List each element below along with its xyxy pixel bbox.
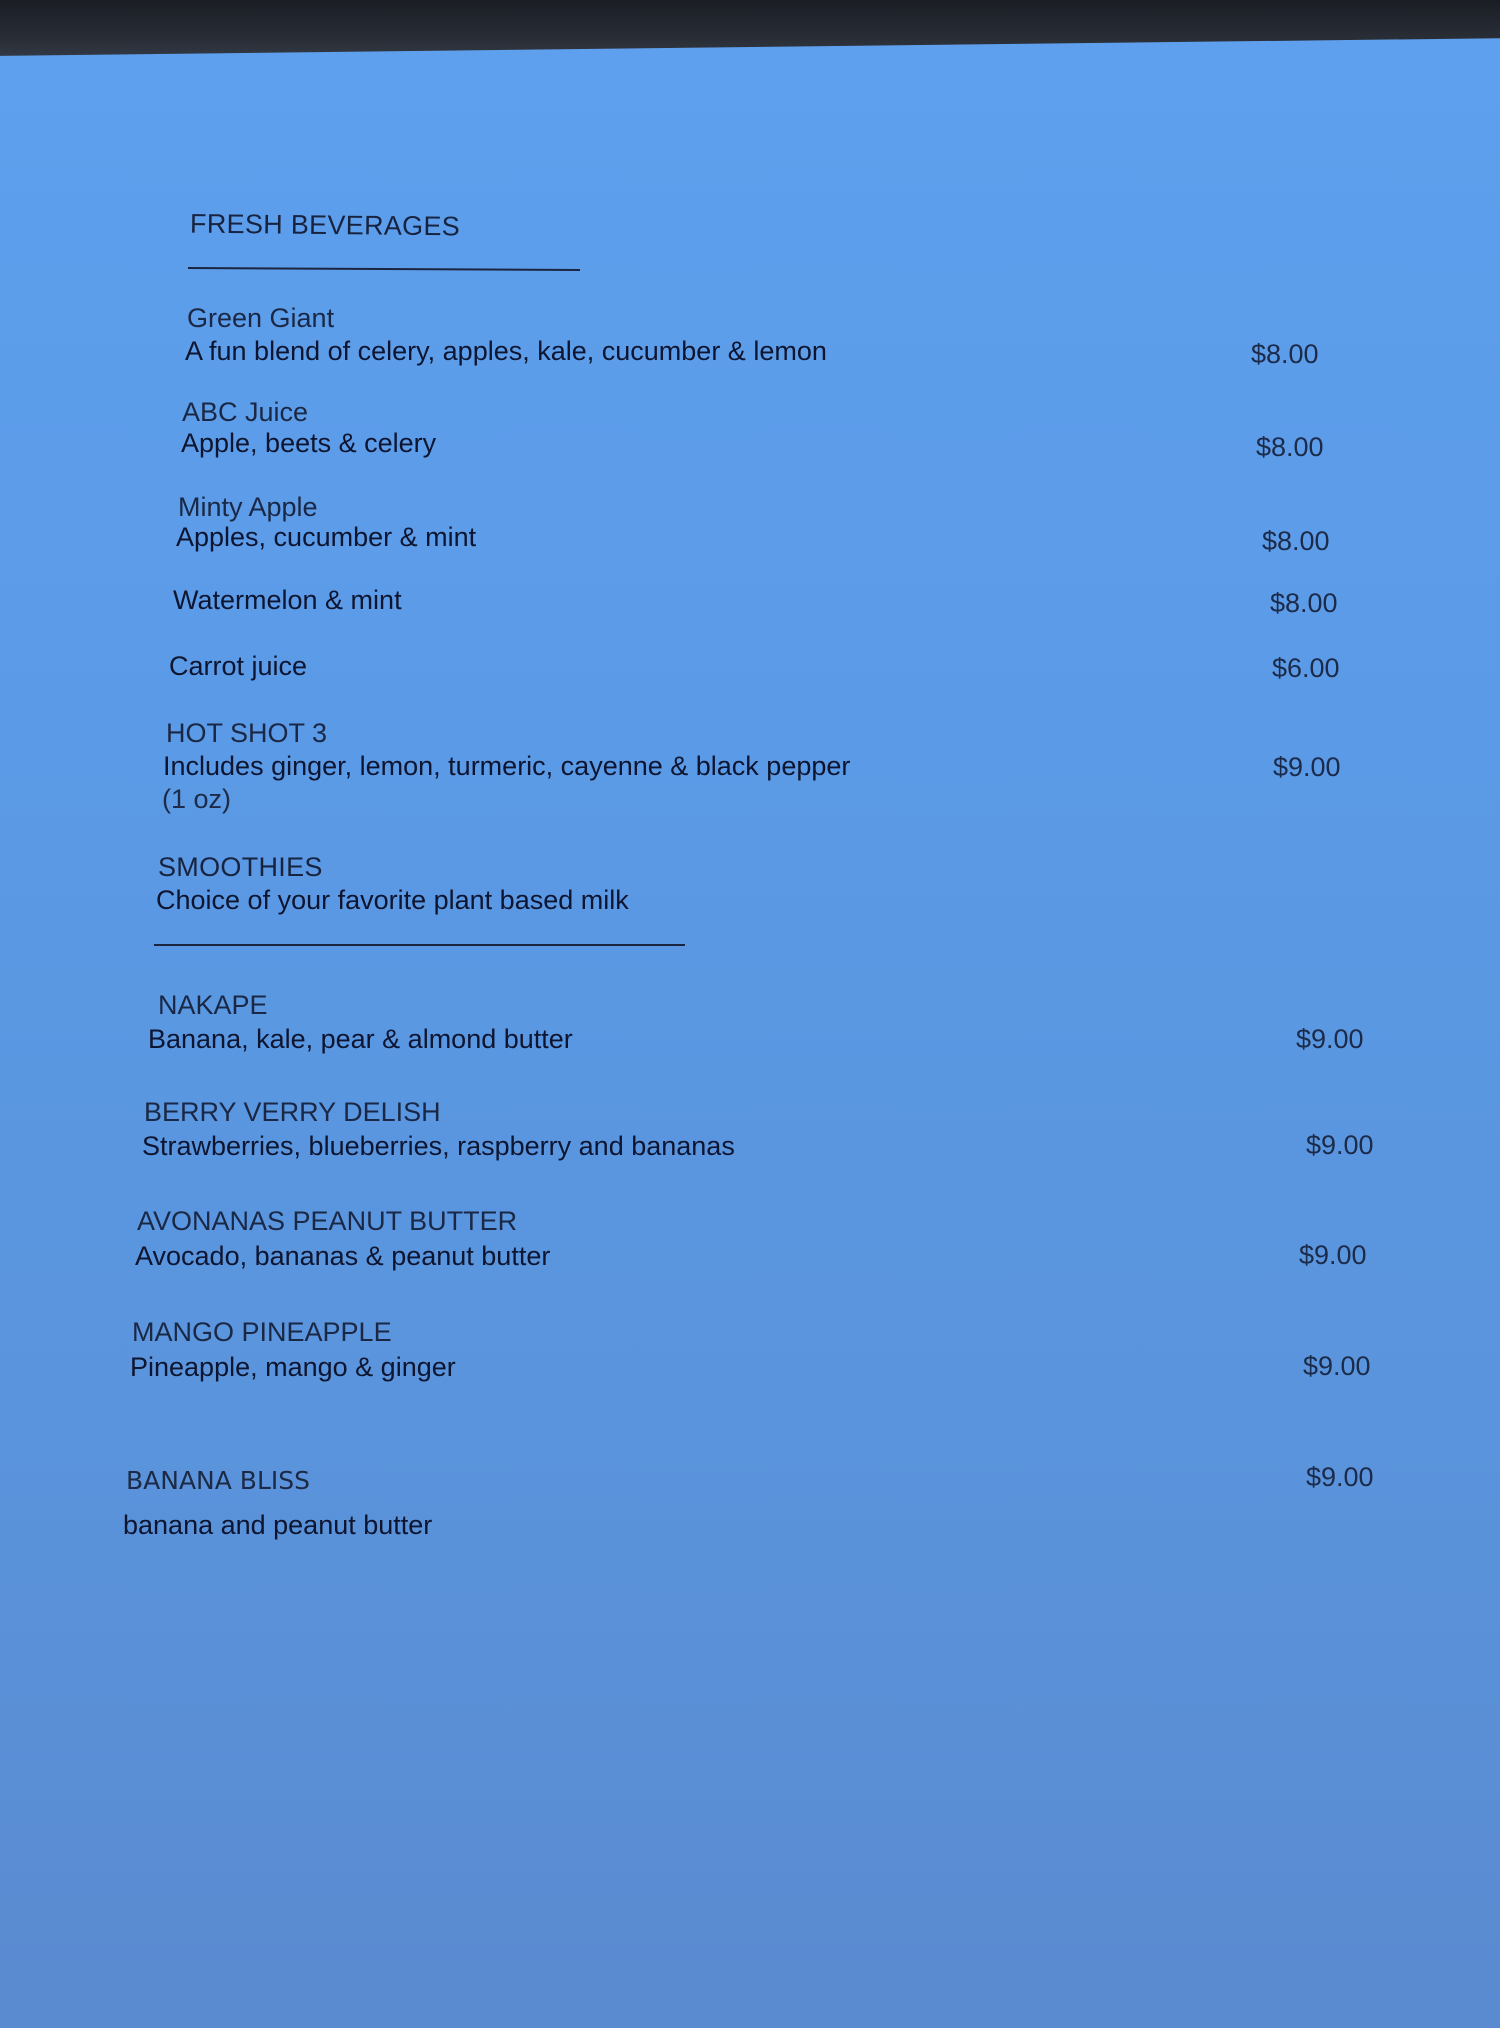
menu-item-name: BERRY VERRY DELISH xyxy=(144,1097,441,1127)
menu-item-price: $9.00 xyxy=(1306,1130,1374,1160)
smoothies-subtitle: Choice of your favorite plant based milk xyxy=(156,885,629,915)
menu-item-price: $8.00 xyxy=(1251,339,1319,369)
smoothies-heading: SMOOTHIES xyxy=(158,852,323,882)
menu-item-name: Green Giant xyxy=(187,303,335,333)
fresh-beverages-heading: FRESH BEVERAGES xyxy=(189,208,461,242)
menu-item-name: MANGO PINEAPPLE xyxy=(132,1317,392,1347)
menu-item-price: $9.00 xyxy=(1273,752,1341,782)
menu-item-name: AVONANAS PEANUT BUTTER xyxy=(137,1206,518,1236)
menu-item-price: $8.00 xyxy=(1262,526,1330,556)
menu-item-description: A fun blend of celery, apples, kale, cucumber & lemon xyxy=(185,336,827,366)
menu-item-description: Avocado, bananas & peanut butter xyxy=(135,1241,551,1271)
menu-item-name: Carrot juice xyxy=(169,651,308,681)
menu-item-name: HOT SHOT 3 xyxy=(166,718,328,748)
menu-item-description: banana and peanut butter xyxy=(123,1510,433,1540)
menu-item-name: ABC Juice xyxy=(182,397,309,427)
menu-item-name: BANANA BLISS xyxy=(126,1466,310,1495)
menu-item-name: NAKAPE xyxy=(158,990,268,1020)
menu-item-price: $8.00 xyxy=(1270,588,1338,618)
menu-item-price: $6.00 xyxy=(1272,653,1340,683)
menu-item-price: $9.00 xyxy=(1306,1462,1374,1492)
menu-item-price: $9.00 xyxy=(1299,1240,1367,1270)
smoothies-rule xyxy=(154,944,685,946)
menu-item-description: Banana, kale, pear & almond butter xyxy=(148,1024,573,1054)
menu-item-description: Pineapple, mango & ginger xyxy=(130,1352,456,1382)
menu-item-price: $9.00 xyxy=(1296,1024,1364,1054)
menu-item-name: Minty Apple xyxy=(178,492,318,522)
menu-item-description: Strawberries, blueberries, raspberry and bananas xyxy=(142,1131,735,1161)
menu-item-description: Includes ginger, lemon, turmeric, cayenne & black pepper xyxy=(163,751,851,781)
menu-item-description: (1 oz) xyxy=(162,784,232,814)
menu-item-description: Apples, cucumber & mint xyxy=(176,522,477,552)
menu-item-price: $9.00 xyxy=(1303,1351,1371,1381)
menu-item-name: Watermelon & mint xyxy=(173,585,402,615)
menu-item-description: Apple, beets & celery xyxy=(181,428,437,458)
menu-item-price: $8.00 xyxy=(1256,432,1324,462)
